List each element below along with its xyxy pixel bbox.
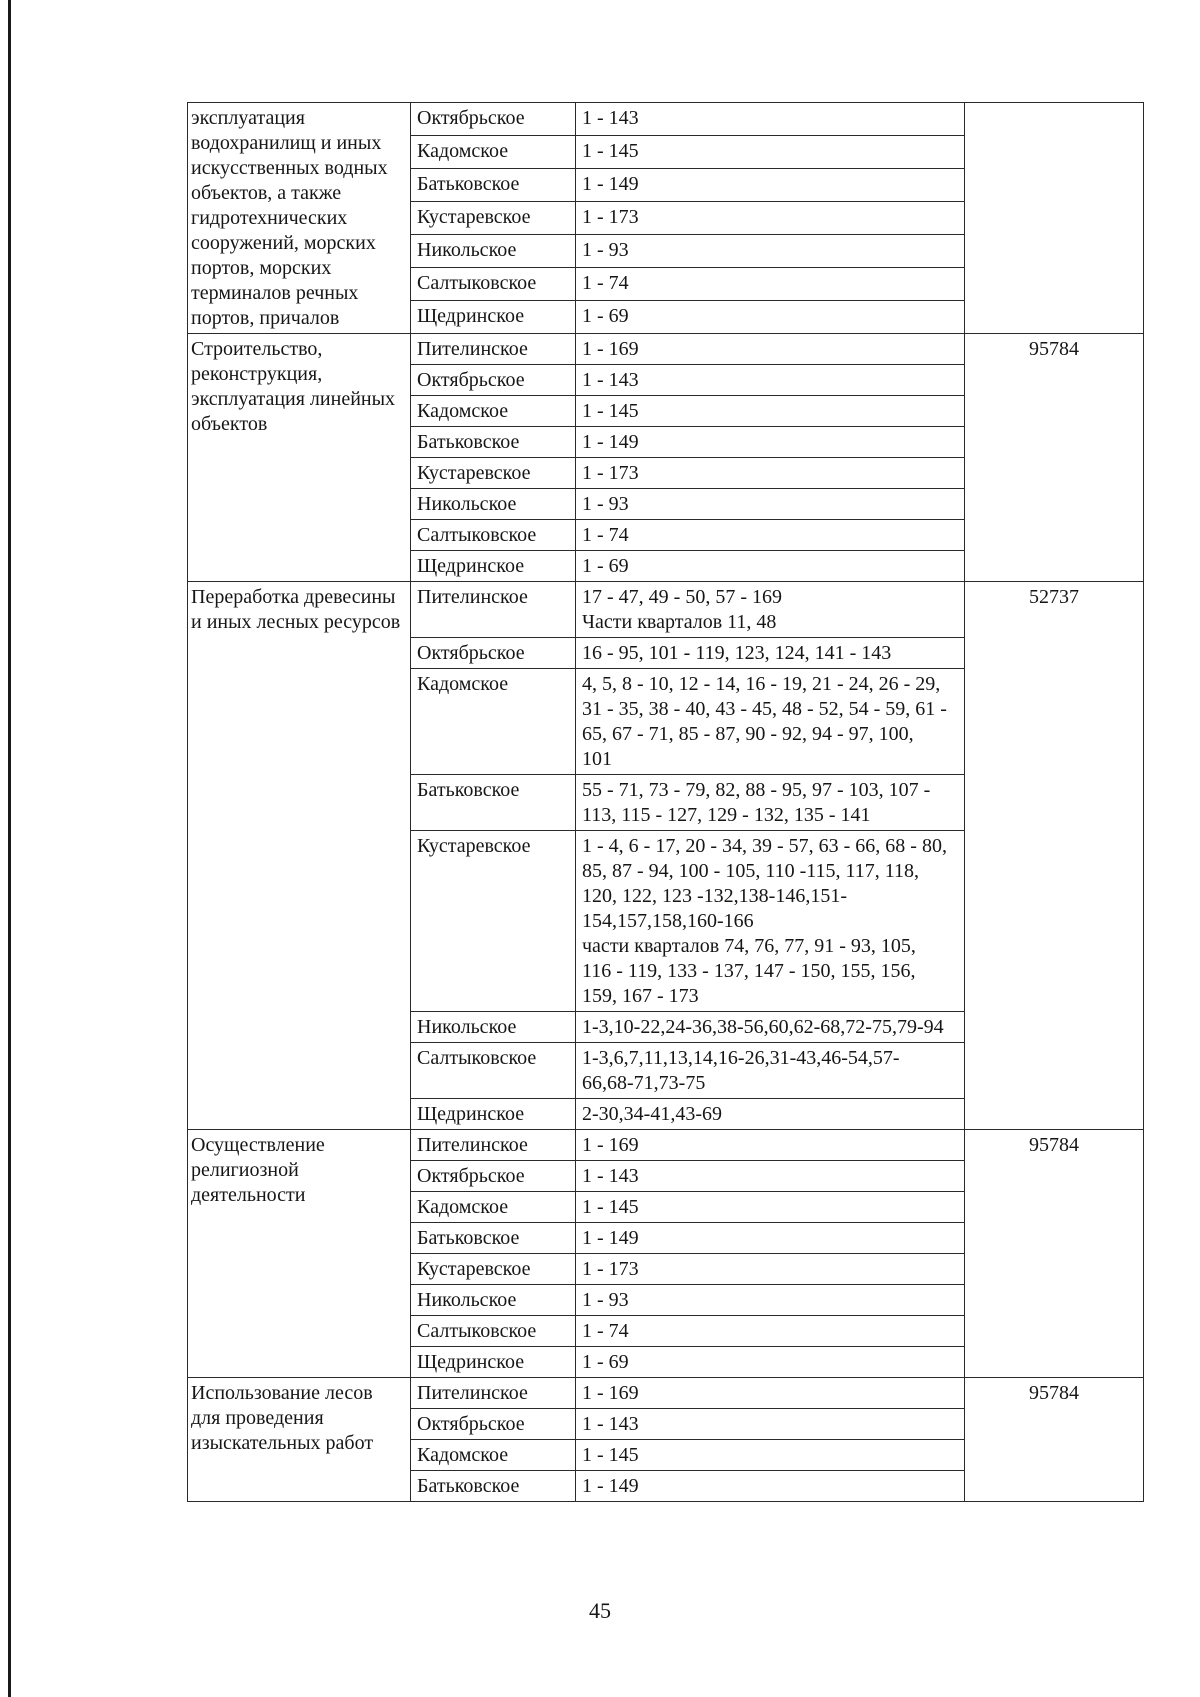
quarters-line: 116 - 119, 133 - 137, 147 - 150, 155, 156, bbox=[582, 960, 916, 982]
forestry-cell: Кадомское bbox=[411, 136, 576, 169]
quarters-line: 1 - 145 bbox=[582, 1444, 639, 1466]
activity-cell: эксплуатация водохранилищ и иных искусственных водных объектов, а также гидротехнических сооружений, морских портов, морских терминалов речных портов, причалов bbox=[188, 103, 411, 334]
quarters-line: 66,68-71,73-75 bbox=[582, 1072, 706, 1094]
forestry-cell: Октябрьское bbox=[411, 103, 576, 136]
activity-cell: Переработка древесины и иных лесных ресурсов bbox=[188, 582, 411, 1130]
quarters-cell bbox=[576, 1316, 965, 1347]
forestry-cell: Кустаревское bbox=[411, 1254, 576, 1285]
quarters-cell bbox=[576, 582, 965, 638]
quarters-line: 65, 67 - 71, 85 - 87, 90 - 92, 94 - 97, 100, bbox=[582, 723, 914, 745]
quarters-line: 1-3,10-22,24-36,38-56,60,62-68,72-75,79-94 bbox=[582, 1016, 944, 1038]
quarters-line: 101 bbox=[582, 748, 612, 770]
table-row bbox=[188, 1378, 1144, 1409]
activity-cell: Строительство, реконструкция, эксплуатация линейных объектов bbox=[188, 334, 411, 582]
forestry-cell: Батьковское bbox=[411, 1223, 576, 1254]
forestry-cell: Кустаревское bbox=[411, 202, 576, 235]
forestry-cell: Пителинское bbox=[411, 334, 576, 365]
quarters-cell bbox=[576, 427, 965, 458]
quarters-line: 17 - 47, 49 - 50, 57 - 169 bbox=[582, 586, 782, 608]
quarters-line: 120, 122, 123 -132,138-146,151- bbox=[582, 885, 847, 907]
quarters-cell bbox=[576, 1254, 965, 1285]
quarters-line: 159, 167 - 173 bbox=[582, 985, 699, 1007]
quarters-cell bbox=[576, 202, 965, 235]
quarters-cell bbox=[576, 1440, 965, 1471]
quarters-cell bbox=[576, 1161, 965, 1192]
quarters-line: 113, 115 - 127, 129 - 132, 135 - 141 bbox=[582, 804, 871, 826]
quarters-cell bbox=[576, 136, 965, 169]
quarters-cell bbox=[576, 775, 965, 831]
forestry-cell: Батьковское bbox=[411, 169, 576, 202]
forestry-cell: Кадомское bbox=[411, 1440, 576, 1471]
quarters-line: 1 - 143 bbox=[582, 107, 639, 129]
quarters-line: 1 - 69 bbox=[582, 555, 629, 577]
area-cell: 95784 bbox=[965, 1130, 1144, 1378]
quarters-cell bbox=[576, 169, 965, 202]
quarters-line: 1 - 169 bbox=[582, 1382, 639, 1404]
quarters-line: 1 - 143 bbox=[582, 1165, 639, 1187]
quarters-cell bbox=[576, 1099, 965, 1130]
quarters-cell bbox=[576, 1130, 965, 1161]
quarters-cell bbox=[576, 1223, 965, 1254]
quarters-cell bbox=[576, 458, 965, 489]
table-body bbox=[188, 103, 1144, 1502]
quarters-line: части кварталов 74, 76, 77, 91 - 93, 105, bbox=[582, 935, 916, 957]
quarters-line: 154,157,158,160-166 bbox=[582, 910, 754, 932]
quarters-line: 1 - 145 bbox=[582, 140, 639, 162]
area-cell: 52737 bbox=[965, 582, 1144, 1130]
quarters-cell bbox=[576, 1043, 965, 1099]
quarters-line: 1 - 149 bbox=[582, 173, 639, 195]
quarters-cell bbox=[576, 365, 965, 396]
quarters-cell bbox=[576, 489, 965, 520]
scan-edge-line bbox=[8, 0, 11, 1697]
quarters-line: 1 - 173 bbox=[582, 462, 639, 484]
activity-cell: Использование лесов для проведения изыскательных работ bbox=[188, 1378, 411, 1502]
forestry-cell: Кадомское bbox=[411, 669, 576, 775]
quarters-line: 1 - 74 bbox=[582, 272, 629, 294]
forestry-cell: Октябрьское bbox=[411, 1409, 576, 1440]
quarters-line: 1 - 69 bbox=[582, 305, 629, 327]
table-row bbox=[188, 1130, 1144, 1161]
quarters-line: 55 - 71, 73 - 79, 82, 88 - 95, 97 - 103, 107 - bbox=[582, 779, 931, 801]
quarters-line: 1 - 69 bbox=[582, 1351, 629, 1373]
table-row bbox=[188, 103, 1144, 136]
quarters-line: 1 - 149 bbox=[582, 431, 639, 453]
quarters-line: Части кварталов 11, 48 bbox=[582, 611, 777, 633]
quarters-line: 31 - 35, 38 - 40, 43 - 45, 48 - 52, 54 - 59, 61 - bbox=[582, 698, 947, 720]
quarters-line: 1 - 93 bbox=[582, 239, 629, 261]
quarters-cell bbox=[576, 268, 965, 301]
quarters-cell bbox=[576, 1378, 965, 1409]
quarters-cell bbox=[576, 520, 965, 551]
area-cell: 95784 bbox=[965, 1378, 1144, 1502]
quarters-cell bbox=[576, 1409, 965, 1440]
quarters-cell bbox=[576, 1012, 965, 1043]
forestry-cell: Батьковское bbox=[411, 1471, 576, 1502]
quarters-line: 1-3,6,7,11,13,14,16-26,31-43,46-54,57- bbox=[582, 1047, 900, 1069]
quarters-cell bbox=[576, 831, 965, 1012]
quarters-line: 1 - 173 bbox=[582, 206, 639, 228]
forestry-cell: Щедринское bbox=[411, 301, 576, 334]
forestry-cell: Никольское bbox=[411, 235, 576, 268]
forestry-cell: Пителинское bbox=[411, 582, 576, 638]
forestry-cell: Щедринское bbox=[411, 1347, 576, 1378]
forestry-cell: Батьковское bbox=[411, 775, 576, 831]
quarters-cell bbox=[576, 1192, 965, 1223]
quarters-cell bbox=[576, 1471, 965, 1502]
quarters-line: 1 - 145 bbox=[582, 1196, 639, 1218]
quarters-line: 1 - 149 bbox=[582, 1475, 639, 1497]
quarters-line: 85, 87 - 94, 100 - 105, 110 -115, 117, 118, bbox=[582, 860, 920, 882]
quarters-line: 1 - 173 bbox=[582, 1258, 639, 1280]
quarters-line: 1 - 93 bbox=[582, 1289, 629, 1311]
quarters-line: 1 - 74 bbox=[582, 524, 629, 546]
forestry-cell: Никольское bbox=[411, 489, 576, 520]
forestry-cell: Пителинское bbox=[411, 1378, 576, 1409]
quarters-line: 1 - 149 bbox=[582, 1227, 639, 1249]
quarters-cell bbox=[576, 103, 965, 136]
quarters-line: 1 - 93 bbox=[582, 493, 629, 515]
forest-use-table bbox=[187, 102, 1144, 1502]
forestry-cell: Никольское bbox=[411, 1012, 576, 1043]
forestry-cell: Салтыковское bbox=[411, 520, 576, 551]
quarters-cell bbox=[576, 235, 965, 268]
forestry-cell: Салтыковское bbox=[411, 268, 576, 301]
quarters-cell bbox=[576, 1347, 965, 1378]
table-row bbox=[188, 582, 1144, 638]
forestry-cell: Октябрьское bbox=[411, 1161, 576, 1192]
quarters-cell bbox=[576, 1285, 965, 1316]
forestry-cell: Октябрьское bbox=[411, 638, 576, 669]
area-cell: 95784 bbox=[965, 334, 1144, 582]
forestry-cell: Салтыковское bbox=[411, 1316, 576, 1347]
quarters-cell bbox=[576, 334, 965, 365]
quarters-line: 4, 5, 8 - 10, 12 - 14, 16 - 19, 21 - 24, 26 - 29, bbox=[582, 673, 941, 695]
quarters-line: 1 - 169 bbox=[582, 1134, 639, 1156]
quarters-line: 1 - 143 bbox=[582, 369, 639, 391]
forestry-cell: Кадомское bbox=[411, 1192, 576, 1223]
quarters-line: 1 - 4, 6 - 17, 20 - 34, 39 - 57, 63 - 66, 68 - 80, bbox=[582, 835, 947, 857]
forestry-cell: Щедринское bbox=[411, 551, 576, 582]
forestry-cell: Кустаревское bbox=[411, 831, 576, 1012]
activity-cell: Осуществление религиозной деятельности bbox=[188, 1130, 411, 1378]
page-number: 45 bbox=[589, 1598, 611, 1623]
forestry-cell: Батьковское bbox=[411, 427, 576, 458]
quarters-line: 1 - 143 bbox=[582, 1413, 639, 1435]
quarters-cell bbox=[576, 638, 965, 669]
quarters-line: 1 - 74 bbox=[582, 1320, 629, 1342]
quarters-line: 2-30,34-41,43-69 bbox=[582, 1103, 722, 1125]
quarters-line: 1 - 169 bbox=[582, 338, 639, 360]
quarters-line: 1 - 145 bbox=[582, 400, 639, 422]
forestry-cell: Никольское bbox=[411, 1285, 576, 1316]
quarters-cell bbox=[576, 669, 965, 775]
forestry-cell: Салтыковское bbox=[411, 1043, 576, 1099]
table-row bbox=[188, 334, 1144, 365]
forestry-cell: Кадомское bbox=[411, 396, 576, 427]
quarters-cell bbox=[576, 301, 965, 334]
forestry-cell: Щедринское bbox=[411, 1099, 576, 1130]
forestry-cell: Кустаревское bbox=[411, 458, 576, 489]
forestry-cell: Октябрьское bbox=[411, 365, 576, 396]
quarters-cell bbox=[576, 396, 965, 427]
quarters-cell bbox=[576, 551, 965, 582]
forestry-cell: Пителинское bbox=[411, 1130, 576, 1161]
area-cell bbox=[965, 103, 1144, 334]
quarters-line: 16 - 95, 101 - 119, 123, 124, 141 - 143 bbox=[582, 642, 892, 664]
